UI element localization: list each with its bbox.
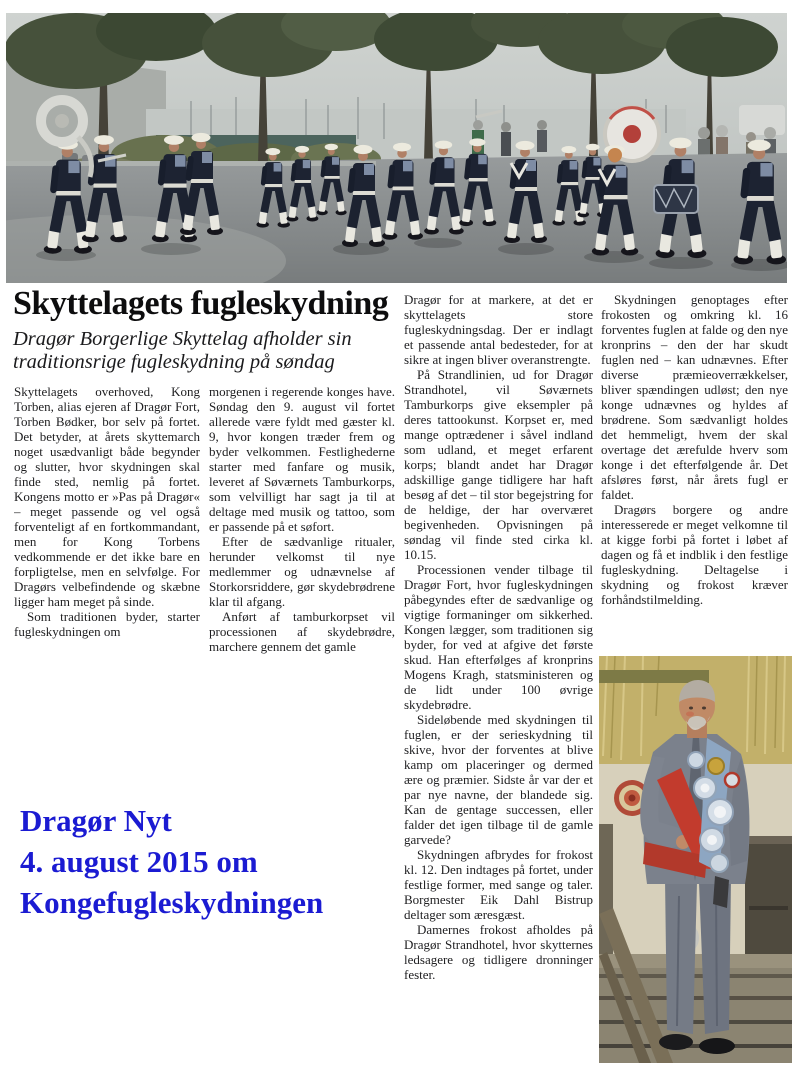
marching-band-illustration [6, 13, 787, 283]
article-paragraph: Processionen vender tilbage til Dragør Fort, hvor fugleskydningen påbegyndes efter de sædvanlige og vigtige formaninger om sikkerhed. Kongen lægger, som traditionen sig byder, for ved at afgive det første skud. Han efterfølges af kronprins Mogens Kragh, statsministeren og de lidt under 100 øvrige skydebrødre. [404, 562, 593, 712]
article-column-3 [404, 292, 593, 1070]
caption-line-1: Dragør Nyt [20, 803, 172, 838]
article-paragraph: Skydningen afbrydes for frokost kl. 12. Den indtages på fortet, under festlige former, med sange og taler. Borgmester Eik Dahl Bistrup deltager som æresgæst. [404, 847, 593, 922]
article-column-4 [601, 292, 788, 654]
article-subhead: Dragør Borgerlige Skyttelag afholder sin traditionsrige fugleskydning på søndag [13, 328, 352, 373]
issue-caption [20, 800, 402, 923]
article-paragraph: Skyttelagets overhoved, Kong Torben, alias ejeren af Dragør Fort, Torben Bødker, bor selv på fortet. Det betyder, at årets skyttemarch noget usædvanligt både begynder og slutter, hvor skydningen skal finde sted, nemlig på fortet. Kongens motto er »Pas på Dragør« – meget passende og vel også forventeligt af en fortkommandant, men for Kong Torbens vedkommende er det ikke bare en forpligtelse, men en selvfølge. For Dragørs velbefindende og skæbne ligger ham meget på sinde. [14, 384, 200, 609]
article-column-1 [14, 384, 200, 678]
article-paragraph: På Strandlinien, ud for Dragør Strandhotel, vil Søværnets Tamburkorps give eksempler på deres tattookunst. Korpset er, med mange optrædener i såvel indland som udland, et meget erfarent korps; blandt andet har Dragør adskillige gange tidligere har haft besøg af det – til stor begejstring for de heldige, der har overværet begivenheden. Opvisningen på søndag vil finde sted cirka kl. 10.15. [404, 367, 593, 562]
caption-line-2: 4. august 2015 om [20, 844, 258, 879]
article-paragraph: Damernes frokost afholdes på Dragør Strandhotel, hvor skytternes ledsagere og tidligere dronninger fester. [404, 922, 593, 982]
article-paragraph: Skydningen genoptages efter frokosten og omkring kl. 16 forventes fuglen at falde og den nye kronprins – den der har skudt fuglen ned – kan udnævnes. Efter diverse præmieoverrækkelser, bliver spændingen udløst; den nye konge udnævnes og hyldes af brødrene. Som sædvanligt holdes det hemmeligt, hvem der skal overtage det ærefulde hverv som konge i det efterfølgende år. Det afsløres først, når årets fugl er faldet. [601, 292, 788, 502]
king-portrait-photo [599, 656, 792, 1063]
article-paragraph: Dragør for at markere, at det er skyttelagets store fugleskydningsdag. Der er indlagt et passende antal bedesteder, for at sikre at ingen bliver overanstrengte. [404, 292, 593, 367]
article-paragraph: Anført af tamburkorpset vil processionen af skydebrødre, marchere gennem det gamle [209, 609, 395, 654]
article-paragraph: morgenen i regerende konges have. Søndag den 9. august vil fortet allerede være fyldt med gæster kl. 9, hvor kongen træder frem og byder velkommen. Festlighederne starter med fanfare og musik, leveret af Søværnets Tamburkorps, som velvilligt har sagt ja til at deltage med musik og tattoo, som er passende på et søfort. [209, 384, 395, 534]
article-column-2 [209, 384, 395, 678]
caption-line-3: Kongefugleskydningen [20, 885, 324, 920]
article-headline: Skyttelagets fugleskydning [13, 285, 389, 322]
article-paragraph: Sideløbende med skydningen til fuglen, er der serieskydning til skive, hvor der forventes at blive kamp om placeringer og dermed ære og præmier. Sidste år var der et par nye navne, der blandede sig. Kan de gentage successen, eller falder det igen tilbage til de gamle garvede? [404, 712, 593, 847]
king-portrait-illustration [599, 656, 792, 1063]
article-paragraph: Dragørs borgere og andre interesserede er meget velkomne til at kigge forbi på fortet i løbet af dagen og få et indblik i den festlige fugleskydning. Deltagelse i skydning og frokost kræver forhåndstilmelding. [601, 502, 788, 607]
article-paragraph: Efter de sædvanlige ritualer, herunder velkomst til nye medlemmer og udnævnelse af Storkorsriddere, gør skydebrødrene klar til afgang. [209, 534, 395, 609]
article-paragraph: Som traditionen byder, starter fugleskydningen om [14, 609, 200, 639]
snare-drum [654, 185, 698, 213]
top-photo-marching-band [6, 13, 787, 283]
